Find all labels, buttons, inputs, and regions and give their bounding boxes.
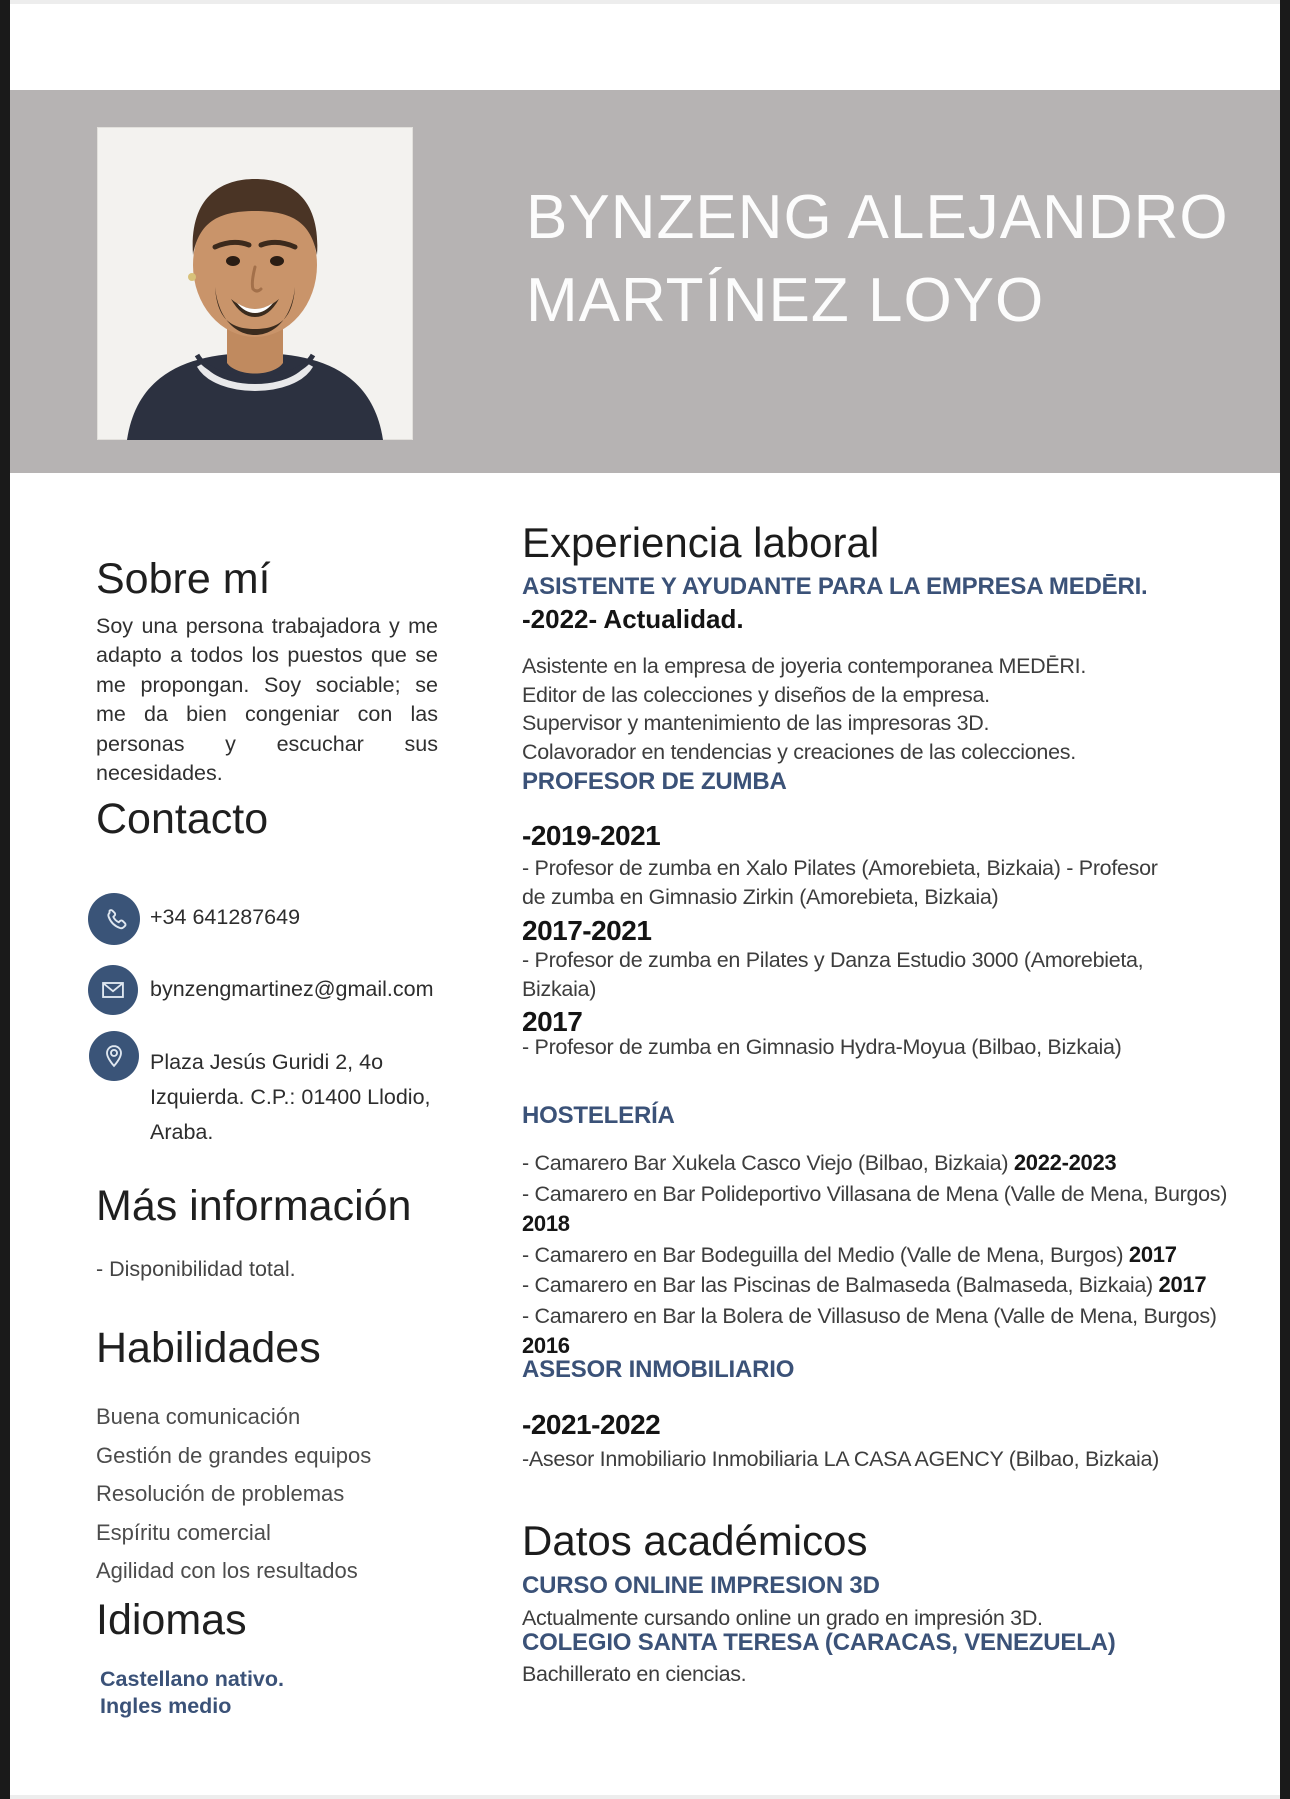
about-title: Sobre mí — [96, 555, 271, 603]
right-page-border — [1280, 0, 1290, 1799]
line-year: 2017 — [1158, 1272, 1207, 1297]
academic-course-title: CURSO ONLINE IMPRESION 3D — [522, 1572, 880, 1599]
more-info-item: - Disponibilidad total. — [96, 1257, 296, 1281]
line-year: 2022-2023 — [1013, 1150, 1117, 1175]
location-pin-icon — [89, 1031, 139, 1081]
skill-item: Gestión de grandes equipos — [96, 1442, 372, 1468]
job-role-hosteleria: HOSTELERÍA — [522, 1102, 675, 1129]
description-line: Bizkaia) — [522, 977, 597, 1001]
line-text: - Camarero en Bar Polideportivo Villasana de Mena (Valle de Mena, Burgos) — [522, 1181, 1228, 1206]
job-period-zumba-2: 2017-2021 — [522, 915, 652, 946]
line-text: - Camarero en Bar Bodeguilla del Medio (Valle de Mena, Burgos) — [522, 1242, 1129, 1267]
address-line: Araba. — [150, 1120, 214, 1144]
academic-title: Datos académicos — [522, 1517, 868, 1564]
academic-course-desc: Actualmente cursando online un grado en impresión 3D. — [522, 1606, 1043, 1630]
description-line — [522, 1148, 1227, 1179]
description-line: Asistente en la empresa de joyeria contemporanea MEDĒRI. — [522, 654, 1086, 678]
description-line — [522, 1270, 1227, 1301]
skill-item: Espíritu comercial — [96, 1519, 271, 1545]
job-description-zumba-3: - Profesor de zumba en Gimnasio Hydra-Moyua (Bilbao, Bizkaia) — [522, 1035, 1122, 1059]
contact-title: Contacto — [96, 795, 269, 843]
person-name-line1: BYNZENG ALEJANDRO — [526, 183, 1229, 252]
profile-photo — [97, 127, 413, 440]
description-line: - Profesor de zumba en Xalo Pilates (Amorebieta, Bizkaia) - Profesor — [522, 856, 1158, 880]
description-line: de zumba en Gimnasio Zirkin (Amorebieta, Bizkaia) — [522, 885, 999, 909]
job-role-asesor: ASESOR INMOBILIARIO — [522, 1356, 795, 1383]
line-year: 2017 — [1128, 1241, 1177, 1267]
language-item: Ingles medio — [100, 1694, 232, 1718]
more-info-title: Más información — [96, 1182, 412, 1230]
languages-title: Idiomas — [96, 1596, 247, 1644]
phone-number: +34 641287649 — [150, 905, 301, 929]
description-line — [522, 1209, 1227, 1240]
job-period-zumba-3: 2017 — [522, 1006, 583, 1037]
skill-item: Buena comunicación — [96, 1404, 301, 1429]
line-year: 2016 — [522, 1333, 570, 1358]
address-line: Izquierda. C.P.: 01400 Llodio, — [150, 1085, 431, 1109]
line-text: - Camarero en Bar las Piscinas de Balmaseda (Balmaseda, Bizkaia) — [522, 1273, 1159, 1297]
line-year: 2018 — [522, 1211, 570, 1236]
about-text: Soy una persona trabajadora y me adapto a todos los puestos que se me propongan. Soy sociable; se me da bien congeniar con las personas y escuchar sus necesidades. — [96, 614, 438, 786]
phone-icon — [88, 893, 140, 945]
left-page-border — [0, 0, 10, 1799]
mail-icon — [88, 965, 138, 1015]
line-text: - Camarero Bar Xukela Casco Viejo (Bilbao, Bizkaia) — [522, 1151, 1014, 1175]
job-period-mederi: -2022- Actualidad. — [522, 604, 744, 634]
job-description-mederi — [522, 652, 1086, 766]
line-text: - Camarero en Bar la Bolera de Villasuso de Mena (Valle de Mena, Burgos) — [522, 1303, 1217, 1328]
language-item: Castellano nativo. — [100, 1667, 284, 1691]
skills-title: Habilidades — [96, 1324, 321, 1372]
job-period-zumba-1: -2019-2021 — [522, 820, 661, 851]
address-block — [150, 1045, 431, 1150]
academic-school-title: COLEGIO SANTA TERESA (CARACAS, VENEZUELA) — [522, 1629, 1116, 1656]
description-line — [522, 1179, 1227, 1210]
description-line: Supervisor y mantenimiento de las impresoras 3D. — [522, 711, 990, 736]
description-line: Editor de las colecciones y diseños de la empresa. — [522, 682, 990, 707]
description-line: Colavorador en tendencias y creaciones de las colecciones. — [522, 739, 1076, 764]
email-address: bynzengmartinez@gmail.com — [150, 977, 434, 1001]
person-name-line2: MARTÍNEZ LOYO — [526, 266, 1045, 335]
job-role-zumba: PROFESOR DE ZUMBA — [522, 768, 787, 795]
description-line: - Profesor de zumba en Pilates y Danza Estudio 3000 (Amorebieta, — [522, 948, 1144, 972]
description-line — [522, 1301, 1227, 1332]
job-description-zumba-1 — [522, 854, 1158, 912]
academic-school-desc: Bachillerato en ciencias. — [522, 1662, 747, 1686]
top-strip — [10, 0, 1280, 4]
job-description-zumba-2 — [522, 946, 1143, 1004]
job-description-hosteleria — [522, 1148, 1227, 1362]
job-period-asesor: -2021-2022 — [522, 1409, 661, 1440]
address-line: Plaza Jesús Guridi 2, 4o — [150, 1050, 384, 1074]
job-role-mederi: ASISTENTE Y AYUDANTE PARA LA EMPRESA MEDĒRI. — [522, 573, 1148, 600]
description-line — [522, 1240, 1227, 1271]
skill-item: Resolución de problemas — [96, 1481, 345, 1507]
skill-item: Agilidad con los resultados — [96, 1558, 358, 1584]
bottom-strip — [10, 1795, 1280, 1799]
skills-list — [96, 1398, 371, 1591]
person-name — [526, 176, 1229, 342]
job-description-asesor: -Asesor Inmobiliario Inmobiliaria LA CASA AGENCY (Bilbao, Bizkaia) — [522, 1447, 1160, 1471]
experience-title: Experiencia laboral — [522, 519, 880, 566]
